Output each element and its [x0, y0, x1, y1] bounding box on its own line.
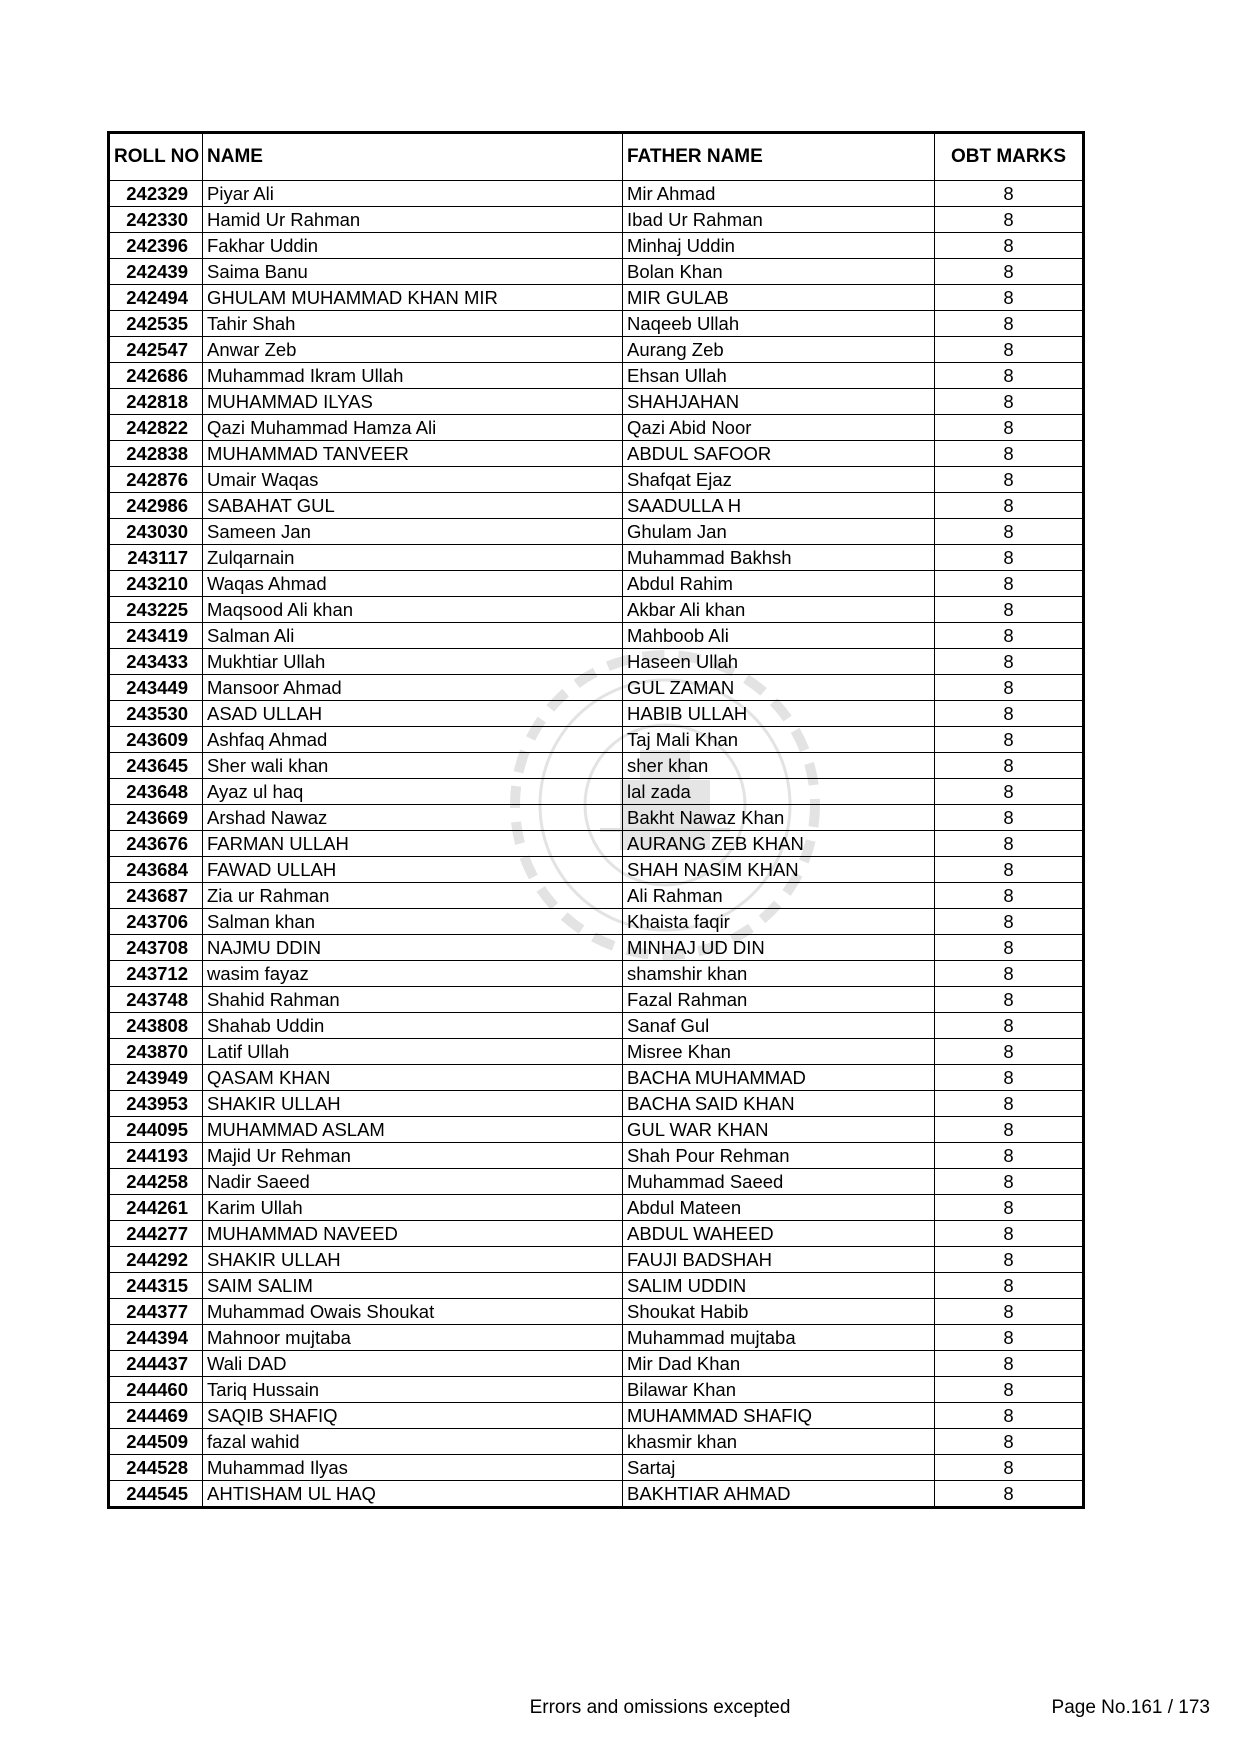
- roll-cell: 242330: [109, 207, 203, 233]
- table-row: [109, 259, 1084, 285]
- name-cell: Muhammad Ilyas: [203, 1455, 623, 1481]
- marks-cell: 8: [935, 181, 1084, 207]
- name-cell: Shahab Uddin: [203, 1013, 623, 1039]
- marks-cell: 8: [935, 1481, 1084, 1508]
- father-name-cell: ABDUL SAFOOR: [623, 441, 935, 467]
- roll-cell: 243712: [109, 961, 203, 987]
- marks-cell: 8: [935, 441, 1084, 467]
- roll-cell: 243669: [109, 805, 203, 831]
- roll-cell: 242876: [109, 467, 203, 493]
- father-name-cell: BACHA SAID KHAN: [623, 1091, 935, 1117]
- name-cell: GHULAM MUHAMMAD KHAN MIR: [203, 285, 623, 311]
- marks-cell: 8: [935, 831, 1084, 857]
- roll-cell: 242547: [109, 337, 203, 363]
- father-name-cell: Taj Mali Khan: [623, 727, 935, 753]
- table-row: [109, 1039, 1084, 1065]
- name-cell: Nadir Saeed: [203, 1169, 623, 1195]
- table-row: [109, 1195, 1084, 1221]
- name-cell: Karim Ullah: [203, 1195, 623, 1221]
- father-name-cell: SAADULLA H: [623, 493, 935, 519]
- father-name-cell: Fazal Rahman: [623, 987, 935, 1013]
- roll-cell: 242838: [109, 441, 203, 467]
- father-name-cell: Sanaf Gul: [623, 1013, 935, 1039]
- marks-cell: 8: [935, 389, 1084, 415]
- father-name-cell: MINHAJ UD DIN: [623, 935, 935, 961]
- marks-cell: 8: [935, 1195, 1084, 1221]
- name-cell: FAWAD ULLAH: [203, 857, 623, 883]
- father-name-cell: MIR GULAB: [623, 285, 935, 311]
- roll-cell: 243433: [109, 649, 203, 675]
- name-cell: fazal wahid: [203, 1429, 623, 1455]
- table-row: [109, 1247, 1084, 1273]
- name-cell: Hamid Ur Rahman: [203, 207, 623, 233]
- name-cell: Mahnoor mujtaba: [203, 1325, 623, 1351]
- marks-cell: 8: [935, 1039, 1084, 1065]
- marks-cell: 8: [935, 961, 1084, 987]
- name-cell: SAQIB SHAFIQ: [203, 1403, 623, 1429]
- father-name-cell: Mir Ahmad: [623, 181, 935, 207]
- name-cell: Ayaz ul haq: [203, 779, 623, 805]
- father-name-cell: Akbar Ali khan: [623, 597, 935, 623]
- roll-cell: 243808: [109, 1013, 203, 1039]
- father-name-cell: Minhaj Uddin: [623, 233, 935, 259]
- table-row: [109, 441, 1084, 467]
- marks-cell: 8: [935, 753, 1084, 779]
- name-cell: Latif Ullah: [203, 1039, 623, 1065]
- roll-cell: 244460: [109, 1377, 203, 1403]
- roll-cell: 244394: [109, 1325, 203, 1351]
- roll-cell: 242686: [109, 363, 203, 389]
- marks-cell: 8: [935, 1325, 1084, 1351]
- table-row: [109, 1169, 1084, 1195]
- roll-cell: 242822: [109, 415, 203, 441]
- table-row: [109, 415, 1084, 441]
- table-row: [109, 935, 1084, 961]
- name-cell: Majid Ur Rehman: [203, 1143, 623, 1169]
- father-name-cell: Khaista faqir: [623, 909, 935, 935]
- marks-cell: 8: [935, 571, 1084, 597]
- roll-cell: 243210: [109, 571, 203, 597]
- marks-cell: 8: [935, 493, 1084, 519]
- table-row: [109, 1455, 1084, 1481]
- father-name-cell: Ibad Ur Rahman: [623, 207, 935, 233]
- marks-cell: 8: [935, 337, 1084, 363]
- name-cell: Fakhar Uddin: [203, 233, 623, 259]
- obt-marks-header: OBT MARKS: [935, 133, 1084, 181]
- name-cell: MUHAMMAD NAVEED: [203, 1221, 623, 1247]
- table-row: [109, 753, 1084, 779]
- marks-cell: 8: [935, 805, 1084, 831]
- table-row: [109, 1377, 1084, 1403]
- roll-cell: 243676: [109, 831, 203, 857]
- father-name-cell: Naqeeb Ullah: [623, 311, 935, 337]
- roll-cell: 243030: [109, 519, 203, 545]
- table-row: [109, 1481, 1084, 1508]
- marks-cell: 8: [935, 987, 1084, 1013]
- marks-cell: 8: [935, 467, 1084, 493]
- roll-cell: 243645: [109, 753, 203, 779]
- table-row: [109, 805, 1084, 831]
- table-row: [109, 181, 1084, 207]
- father-name-cell: Abdul Mateen: [623, 1195, 935, 1221]
- roll-cell: 243419: [109, 623, 203, 649]
- table-row: [109, 1013, 1084, 1039]
- table-row: [109, 597, 1084, 623]
- name-cell: Saima Banu: [203, 259, 623, 285]
- name-cell: Mansoor Ahmad: [203, 675, 623, 701]
- roll-cell: 242396: [109, 233, 203, 259]
- father-name-header: FATHER NAME: [623, 133, 935, 181]
- father-name-cell: Abdul Rahim: [623, 571, 935, 597]
- father-name-cell: khasmir khan: [623, 1429, 935, 1455]
- marks-cell: 8: [935, 623, 1084, 649]
- name-cell: SABAHAT GUL: [203, 493, 623, 519]
- roll-cell: 243684: [109, 857, 203, 883]
- table-row: [109, 545, 1084, 571]
- roll-cell: 243648: [109, 779, 203, 805]
- roll-cell: 243530: [109, 701, 203, 727]
- table-row: [109, 883, 1084, 909]
- father-name-cell: Bolan Khan: [623, 259, 935, 285]
- table-body: [109, 181, 1084, 1508]
- table-row: [109, 389, 1084, 415]
- father-name-cell: sher khan: [623, 753, 935, 779]
- table-row: [109, 987, 1084, 1013]
- marks-cell: 8: [935, 1247, 1084, 1273]
- table-row: [109, 1299, 1084, 1325]
- name-cell: Zia ur Rahman: [203, 883, 623, 909]
- roll-cell: 244261: [109, 1195, 203, 1221]
- marks-cell: 8: [935, 1221, 1084, 1247]
- father-name-cell: Ali Rahman: [623, 883, 935, 909]
- father-name-cell: Ghulam Jan: [623, 519, 935, 545]
- name-cell: AHTISHAM UL HAQ: [203, 1481, 623, 1508]
- roll-cell: 244509: [109, 1429, 203, 1455]
- name-cell: Sher wali khan: [203, 753, 623, 779]
- father-name-cell: SALIM UDDIN: [623, 1273, 935, 1299]
- roll-cell: 243706: [109, 909, 203, 935]
- roll-cell: 242535: [109, 311, 203, 337]
- name-cell: Qazi Muhammad Hamza Ali: [203, 415, 623, 441]
- father-name-cell: Muhammad Bakhsh: [623, 545, 935, 571]
- marks-cell: 8: [935, 883, 1084, 909]
- marks-cell: 8: [935, 909, 1084, 935]
- roll-cell: 243609: [109, 727, 203, 753]
- father-name-cell: Sartaj: [623, 1455, 935, 1481]
- table-row: [109, 1091, 1084, 1117]
- table-row: [109, 1403, 1084, 1429]
- name-header: NAME: [203, 133, 623, 181]
- table-row: [109, 233, 1084, 259]
- table-row: [109, 467, 1084, 493]
- father-name-cell: GUL ZAMAN: [623, 675, 935, 701]
- roll-cell: 244469: [109, 1403, 203, 1429]
- footer-note: Errors and omissions excepted: [529, 1697, 791, 1718]
- father-name-cell: Shah Pour Rehman: [623, 1143, 935, 1169]
- father-name-cell: SHAH NASIM KHAN: [623, 857, 935, 883]
- name-cell: Mukhtiar Ullah: [203, 649, 623, 675]
- name-cell: Muhammad Ikram Ullah: [203, 363, 623, 389]
- roll-cell: 243949: [109, 1065, 203, 1091]
- marks-cell: 8: [935, 363, 1084, 389]
- roll-cell: 242439: [109, 259, 203, 285]
- father-name-cell: BACHA MUHAMMAD: [623, 1065, 935, 1091]
- name-cell: Arshad Nawaz: [203, 805, 623, 831]
- marks-cell: 8: [935, 1065, 1084, 1091]
- table-row: [109, 1221, 1084, 1247]
- father-name-cell: Qazi Abid Noor: [623, 415, 935, 441]
- table-row: [109, 363, 1084, 389]
- father-name-cell: MUHAMMAD SHAFIQ: [623, 1403, 935, 1429]
- marks-cell: 8: [935, 233, 1084, 259]
- father-name-cell: Bilawar Khan: [623, 1377, 935, 1403]
- results-table: [107, 131, 1085, 1509]
- marks-cell: 8: [935, 1117, 1084, 1143]
- marks-cell: 8: [935, 1403, 1084, 1429]
- roll-cell: 244258: [109, 1169, 203, 1195]
- roll-cell: 243117: [109, 545, 203, 571]
- father-name-cell: Haseen Ullah: [623, 649, 935, 675]
- table-row: [109, 701, 1084, 727]
- marks-cell: 8: [935, 779, 1084, 805]
- table-row: [109, 623, 1084, 649]
- roll-cell: 242329: [109, 181, 203, 207]
- roll-cell: 244377: [109, 1299, 203, 1325]
- roll-cell: 244315: [109, 1273, 203, 1299]
- marks-cell: 8: [935, 597, 1084, 623]
- name-cell: ASAD ULLAH: [203, 701, 623, 727]
- name-cell: wasim fayaz: [203, 961, 623, 987]
- roll-cell: 244095: [109, 1117, 203, 1143]
- roll-no-header: ROLL NO: [109, 133, 203, 181]
- marks-cell: 8: [935, 207, 1084, 233]
- roll-cell: 242986: [109, 493, 203, 519]
- father-name-cell: Aurang Zeb: [623, 337, 935, 363]
- name-cell: SHAKIR ULLAH: [203, 1247, 623, 1273]
- name-cell: Salman Ali: [203, 623, 623, 649]
- name-cell: SHAKIR ULLAH: [203, 1091, 623, 1117]
- name-cell: MUHAMMAD ILYAS: [203, 389, 623, 415]
- marks-cell: 8: [935, 285, 1084, 311]
- marks-cell: 8: [935, 415, 1084, 441]
- roll-cell: 243687: [109, 883, 203, 909]
- name-cell: Tahir Shah: [203, 311, 623, 337]
- marks-cell: 8: [935, 311, 1084, 337]
- table-row: [109, 1429, 1084, 1455]
- marks-cell: 8: [935, 545, 1084, 571]
- table-row: [109, 337, 1084, 363]
- name-cell: Anwar Zeb: [203, 337, 623, 363]
- header-row: [109, 133, 1084, 181]
- father-name-cell: ABDUL WAHEED: [623, 1221, 935, 1247]
- father-name-cell: Misree Khan: [623, 1039, 935, 1065]
- father-name-cell: HABIB ULLAH: [623, 701, 935, 727]
- father-name-cell: Mir Dad Khan: [623, 1351, 935, 1377]
- name-cell: Waqas Ahmad: [203, 571, 623, 597]
- roll-cell: 244437: [109, 1351, 203, 1377]
- table-row: [109, 779, 1084, 805]
- name-cell: SAIM SALIM: [203, 1273, 623, 1299]
- marks-cell: 8: [935, 1143, 1084, 1169]
- marks-cell: 8: [935, 701, 1084, 727]
- marks-cell: 8: [935, 259, 1084, 285]
- roll-cell: 243449: [109, 675, 203, 701]
- marks-cell: 8: [935, 649, 1084, 675]
- roll-cell: 243748: [109, 987, 203, 1013]
- marks-cell: 8: [935, 857, 1084, 883]
- table-row: [109, 285, 1084, 311]
- father-name-cell: AURANG ZEB KHAN: [623, 831, 935, 857]
- name-cell: Sameen Jan: [203, 519, 623, 545]
- marks-cell: 8: [935, 1273, 1084, 1299]
- table-row: [109, 909, 1084, 935]
- table-row: [109, 675, 1084, 701]
- father-name-cell: lal zada: [623, 779, 935, 805]
- marks-cell: 8: [935, 675, 1084, 701]
- name-cell: MUHAMMAD ASLAM: [203, 1117, 623, 1143]
- father-name-cell: Ehsan Ullah: [623, 363, 935, 389]
- table-row: [109, 571, 1084, 597]
- roll-cell: 244193: [109, 1143, 203, 1169]
- name-cell: Muhammad Owais Shoukat: [203, 1299, 623, 1325]
- page-number: Page No.161 / 173: [1051, 1697, 1210, 1718]
- marks-cell: 8: [935, 1169, 1084, 1195]
- marks-cell: 8: [935, 1013, 1084, 1039]
- father-name-cell: Muhammad mujtaba: [623, 1325, 935, 1351]
- roll-cell: 244528: [109, 1455, 203, 1481]
- father-name-cell: FAUJI BADSHAH: [623, 1247, 935, 1273]
- marks-cell: 8: [935, 1091, 1084, 1117]
- name-cell: Maqsood Ali khan: [203, 597, 623, 623]
- name-cell: NAJMU DDIN: [203, 935, 623, 961]
- father-name-cell: SHAHJAHAN: [623, 389, 935, 415]
- table-row: [109, 519, 1084, 545]
- table-row: [109, 493, 1084, 519]
- roll-cell: 243708: [109, 935, 203, 961]
- father-name-cell: shamshir khan: [623, 961, 935, 987]
- father-name-cell: GUL WAR KHAN: [623, 1117, 935, 1143]
- table-row: [109, 727, 1084, 753]
- marks-cell: 8: [935, 935, 1084, 961]
- name-cell: Piyar Ali: [203, 181, 623, 207]
- father-name-cell: Shoukat Habib: [623, 1299, 935, 1325]
- name-cell: Ashfaq Ahmad: [203, 727, 623, 753]
- roll-cell: 243953: [109, 1091, 203, 1117]
- father-name-cell: Mahboob Ali: [623, 623, 935, 649]
- table-row: [109, 649, 1084, 675]
- roll-cell: 242494: [109, 285, 203, 311]
- roll-cell: 244545: [109, 1481, 203, 1508]
- name-cell: Salman khan: [203, 909, 623, 935]
- father-name-cell: Shafqat Ejaz: [623, 467, 935, 493]
- table-row: [109, 961, 1084, 987]
- father-name-cell: Muhammad Saeed: [623, 1169, 935, 1195]
- marks-cell: 8: [935, 1455, 1084, 1481]
- table-row: [109, 831, 1084, 857]
- table-row: [109, 311, 1084, 337]
- table-row: [109, 1351, 1084, 1377]
- roll-cell: 244277: [109, 1221, 203, 1247]
- name-cell: Shahid Rahman: [203, 987, 623, 1013]
- father-name-cell: Bakht Nawaz Khan: [623, 805, 935, 831]
- marks-cell: 8: [935, 1299, 1084, 1325]
- father-name-cell: BAKHTIAR AHMAD: [623, 1481, 935, 1508]
- table-row: [109, 1273, 1084, 1299]
- roll-cell: 243225: [109, 597, 203, 623]
- table-row: [109, 1325, 1084, 1351]
- name-cell: Wali DAD: [203, 1351, 623, 1377]
- table-row: [109, 1065, 1084, 1091]
- roll-cell: 244292: [109, 1247, 203, 1273]
- marks-cell: 8: [935, 1351, 1084, 1377]
- roll-cell: 243870: [109, 1039, 203, 1065]
- table-row: [109, 1117, 1084, 1143]
- name-cell: MUHAMMAD TANVEER: [203, 441, 623, 467]
- marks-cell: 8: [935, 1377, 1084, 1403]
- table-row: [109, 207, 1084, 233]
- marks-cell: 8: [935, 519, 1084, 545]
- name-cell: FARMAN ULLAH: [203, 831, 623, 857]
- table-row: [109, 857, 1084, 883]
- marks-cell: 8: [935, 1429, 1084, 1455]
- name-cell: QASAM KHAN: [203, 1065, 623, 1091]
- name-cell: Zulqarnain: [203, 545, 623, 571]
- roll-cell: 242818: [109, 389, 203, 415]
- name-cell: Umair Waqas: [203, 467, 623, 493]
- marks-cell: 8: [935, 727, 1084, 753]
- table-row: [109, 1143, 1084, 1169]
- name-cell: Tariq Hussain: [203, 1377, 623, 1403]
